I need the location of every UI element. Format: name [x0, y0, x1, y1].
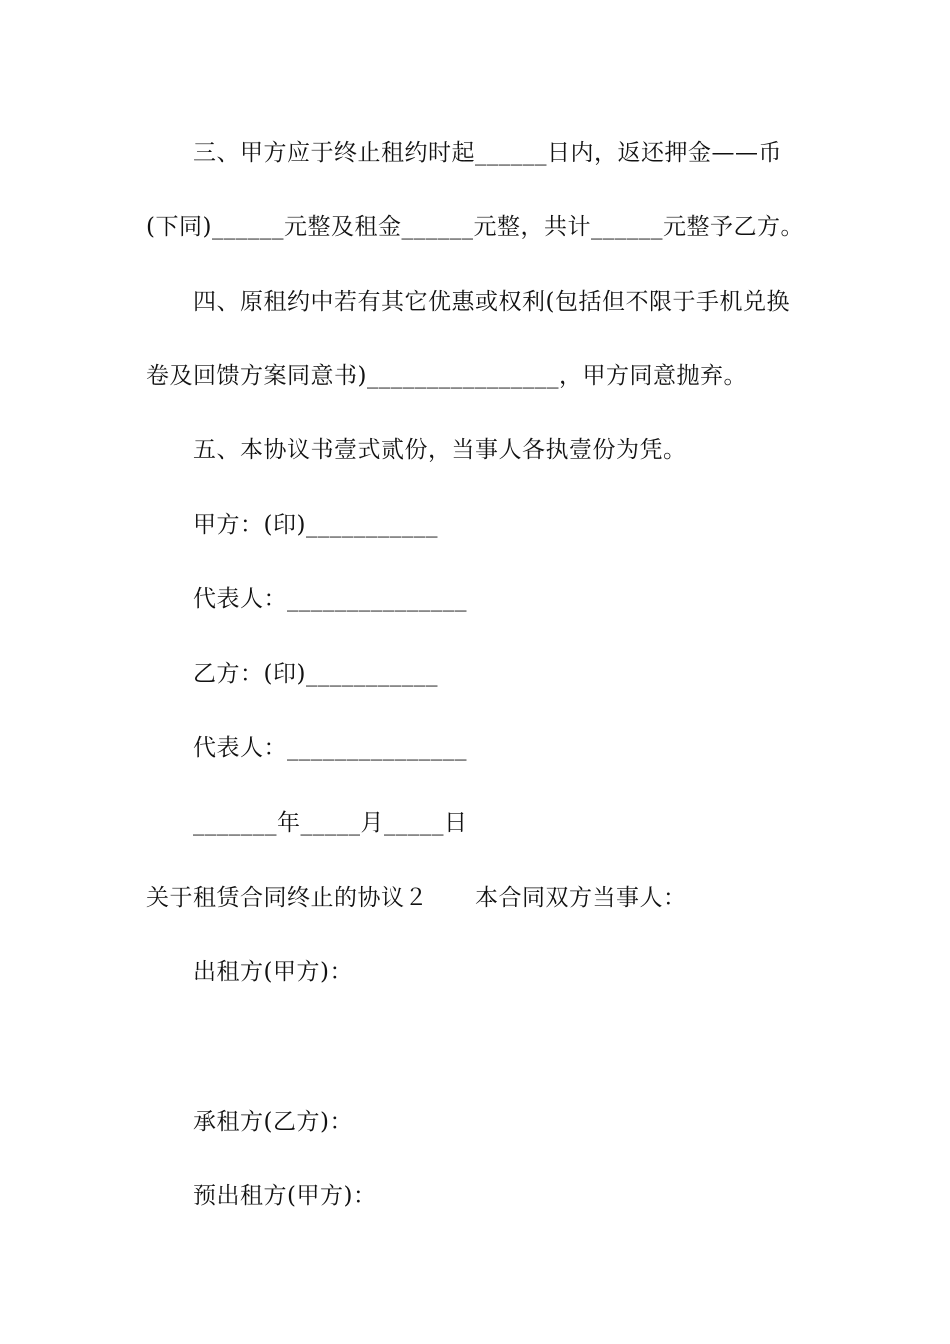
date-line: _______年_____月_____日	[193, 810, 468, 836]
clause-3-line-2: (下同)______元整及租金______元整，共计______元整予乙方。	[146, 214, 804, 240]
clause-4-line-1: 四、原租约中若有其它优惠或权利(包括但不限于手机兑换	[193, 289, 790, 315]
lessee-party-b: 承租方(乙方)：	[193, 1109, 353, 1135]
clause-4-line-2: 卷及回馈方案同意书)________________，甲方同意抛弃。	[146, 363, 747, 389]
clause-5: 五、本协议书壹式贰份，当事人各执壹份为凭。	[193, 437, 687, 463]
pre-lessor-party-a: 预出租方(甲方)：	[193, 1183, 377, 1209]
party-b-seal: 乙方：(印)___________	[193, 661, 438, 687]
lessor-party-a: 出租方(甲方)：	[193, 959, 353, 985]
party-a-representative: 代表人：_______________	[193, 586, 467, 612]
agreement-2-heading: 关于租赁合同终止的协议２ 本合同双方当事人：	[146, 885, 687, 911]
party-a-seal: 甲方：(印)___________	[193, 512, 438, 538]
party-b-representative: 代表人：_______________	[193, 735, 467, 761]
clause-3-line-1: 三、甲方应于终止租约时起______日内，返还押金——币	[193, 140, 782, 166]
